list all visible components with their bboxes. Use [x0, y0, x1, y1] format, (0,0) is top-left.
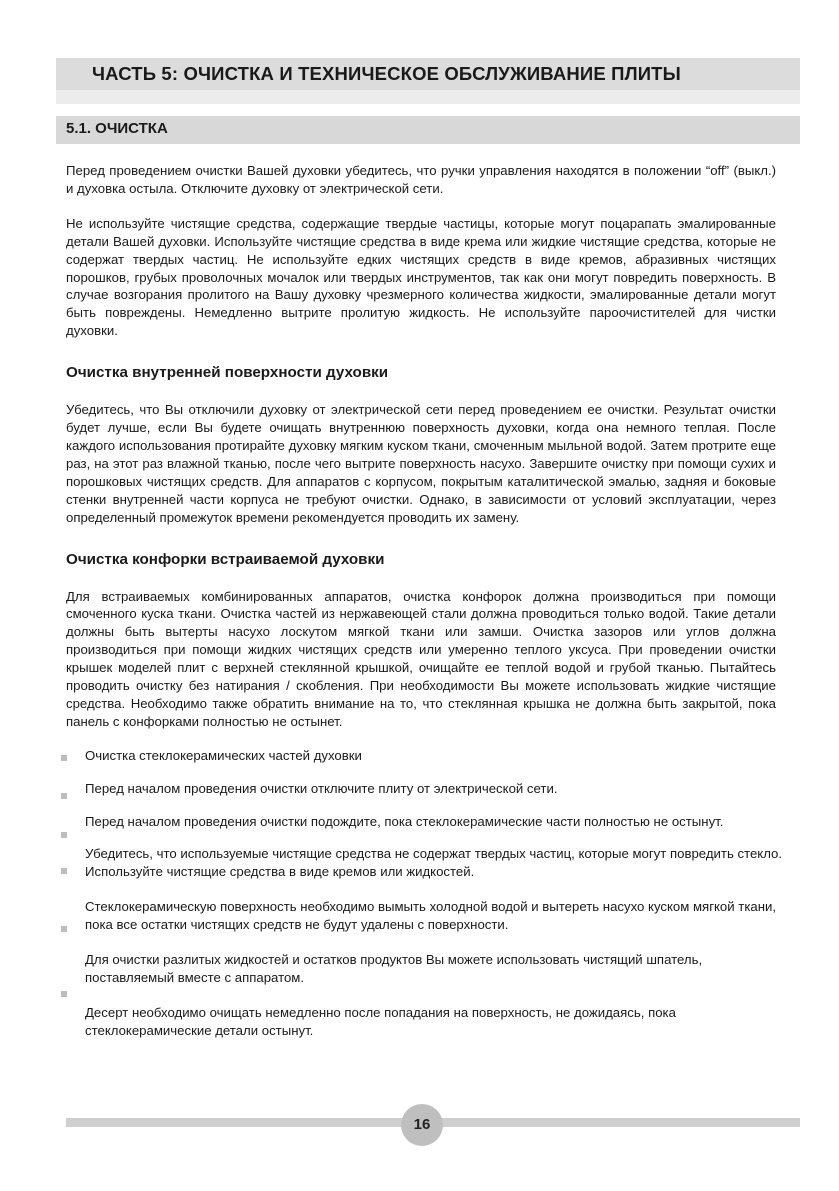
subheading-inner-surface: Очистка внутренней поверхности духовки — [66, 364, 389, 382]
intro-paragraph: Перед проведением очистки Вашей духовки убедитесь, что ручки управления находятся в положении “off” (выкл.) и духовка остыла. Отключите духовку от электрической сети. — [66, 163, 776, 196]
part-header-underbar — [56, 90, 800, 104]
list-item — [66, 813, 786, 831]
square-bullet-icon — [61, 868, 67, 874]
list-item-text: Стеклокерамическую поверхность необходимо вымыть холодной водой и вытереть насухо куском мягкой ткани, пока все остатки чистящих средств не будут удалены с поверхности. — [85, 899, 777, 933]
subheading-burner: Очистка конфорки встраиваемой духовки — [66, 550, 385, 568]
list-item-text: Десерт необходимо очищать немедленно после попадания на поверхность, не дожидаясь, пока стеклокерамические детали остынут. — [85, 1004, 676, 1038]
page-number-badge: 16 — [401, 1104, 443, 1146]
list-item — [66, 780, 786, 798]
list-item — [66, 898, 786, 934]
square-bullet-icon — [61, 832, 67, 838]
list-item — [66, 845, 786, 881]
warning-paragraph: Не используйте чистящие средства, содержащие твердые частицы, которые могут поцарапать эмалированные детали Вашей духовки. Используйте чистящие средства в виде крема или жидкие чистящие средства, которые не содержат твердых частиц. Не используйте едких чистящих средств в виде кремов, абразивных чистящих порошков, грубых проволочных мочалок или твердых инструментов, так как они могут повредить поверхность. В случае возгорания пролитого на Вашу духовку чрезмерного количества жидкости, эмалированные детали могут быть повреждены. Немедленно вытрите пролитую жидкость. Не используйте пароочистителей для чистки духовки. — [66, 215, 776, 339]
part-title: ЧАСТЬ 5: ОЧИСТКА И ТЕХНИЧЕСКОЕ ОБСЛУЖИВАНИЕ ПЛИТЫ — [92, 63, 681, 84]
section-title: 5.1. ОЧИСТКА — [66, 120, 168, 137]
list-item-text: Очистка стеклокерамических частей духовки — [85, 747, 362, 763]
list-item-text: Убедитесь, что используемые чистящие средства не содержат твердых частиц, которые могут повредить стекло. Используйте чистящие средства в виде кремов или жидкостей. — [85, 846, 783, 880]
list-item — [66, 951, 786, 987]
list-item — [66, 747, 786, 765]
square-bullet-icon — [61, 926, 67, 932]
burner-paragraph: Для встраиваемых комбинированных аппаратов, очистка конфорок должна производиться при помощи смоченного куска ткани. Очистка частей из нержавеющей стали должна проводиться только водой. Такие детали должны быть вытерты насухо лоскутом мягкой ткани или замши. Очистка зазоров или углов должна производиться при помощи жидких чистящих средств или умеренно теплого уксуса. При проведении очистки крышек моделей плит с верхней стеклянной крышкой, очищайте ее теплой водой и грубой тканью. Пытайтесь проводить очистку без натирания / скобления. При необходимости Вы можете использовать жидкие чистящие средства. Необходимо также обратить внимание на то, что стеклянная крышка не должна быть закрытой, пока панель с конфорками полностью не остынет. — [66, 588, 776, 729]
list-item-text: Перед началом проведения очистки отключите плиту от электрической сети. — [85, 780, 558, 796]
glass-ceramic-list — [66, 747, 786, 1040]
inner-surface-paragraph: Убедитесь, что Вы отключили духовку от электрической сети перед проведением ее очистки. Результат очистки будет лучше, если Вы будете очищать внутреннюю поверхность духовки, когда она немного теплая. После каждого использования протирайте духовку мягким куском ткани, смоченным мыльной водой. Затем протрите еще раз, на этот раз влажной тканью, после чего вытрите поверхность насухо. Завершите очистку при помощи сухих и порошковых чистящих средств. Для аппаратов с корпусом, покрытым каталитической эмалью, задняя и боковые стенки внутренней части корпуса не требуют очистки. Однако, в зависимости от условий эксплуатации, через определенный промежуток времени рекомендуется проводить их замену. — [66, 402, 776, 525]
square-bullet-icon — [61, 991, 67, 997]
list-item — [66, 1004, 786, 1040]
square-bullet-icon — [61, 755, 67, 761]
list-item-text: Перед началом проведения очистки подождите, пока стеклокерамические части полностью не остынут. — [85, 813, 724, 829]
square-bullet-icon — [61, 793, 67, 799]
list-item-text: Для очистки разлитых жидкостей и остатков продуктов Вы можете использовать чистящий шпатель, поставляемый вместе с аппаратом. — [85, 952, 703, 985]
page-content — [66, 162, 783, 1040]
